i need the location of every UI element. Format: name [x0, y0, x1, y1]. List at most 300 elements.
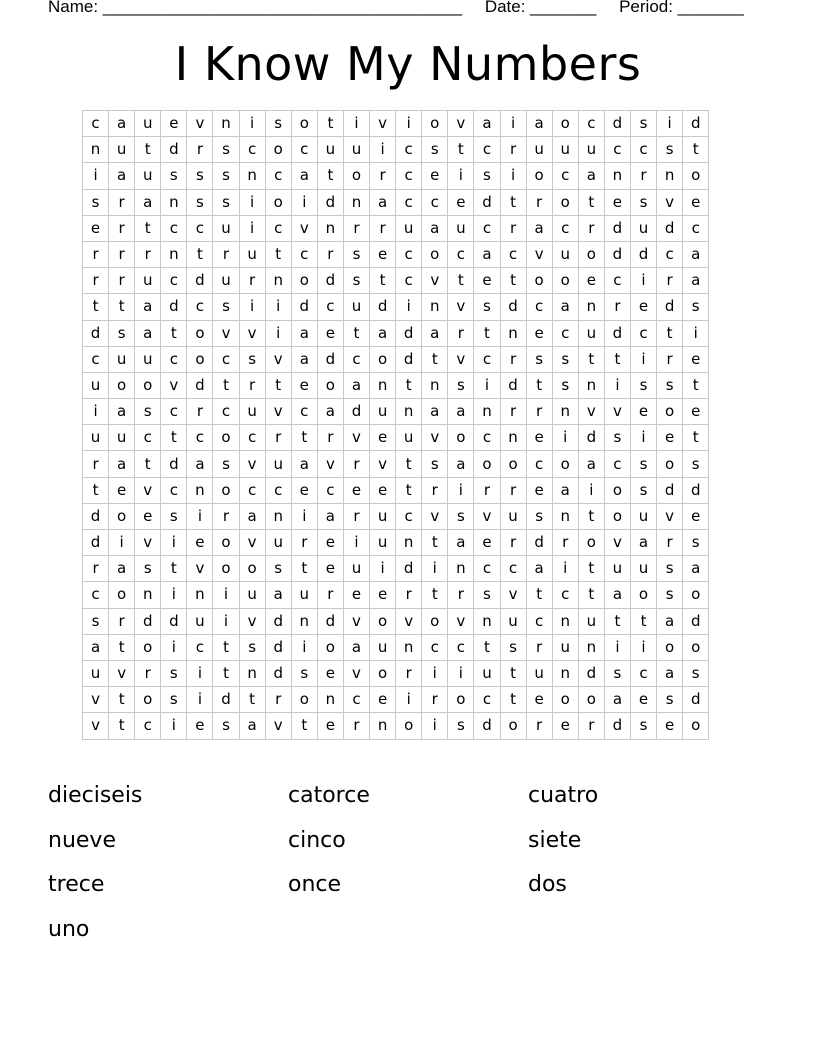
grid-letter-cell: i — [605, 373, 631, 399]
grid-letter-cell: u — [240, 399, 266, 425]
grid-letter-cell: t — [501, 661, 527, 687]
grid-letter-cell: c — [187, 216, 213, 242]
grid-letter-cell: s — [657, 582, 683, 608]
grid-letter-cell: d — [161, 137, 187, 163]
grid-letter-cell: d — [83, 504, 109, 530]
grid-letter-cell: o — [657, 399, 683, 425]
grid-letter-cell: u — [187, 609, 213, 635]
grid-letter-cell: r — [527, 399, 553, 425]
grid-letter-cell: e — [683, 347, 709, 373]
grid-letter-cell: c — [448, 242, 474, 268]
grid-letter-cell: e — [448, 190, 474, 216]
grid-letter-cell: s — [631, 111, 657, 137]
grid-letter-cell: t — [266, 242, 292, 268]
grid-row — [83, 687, 709, 713]
grid-letter-cell: v — [266, 347, 292, 373]
grid-letter-cell: o — [657, 635, 683, 661]
grid-letter-cell: u — [370, 530, 396, 556]
grid-letter-cell: t — [187, 242, 213, 268]
grid-letter-cell: c — [553, 582, 579, 608]
grid-row — [83, 582, 709, 608]
grid-letter-cell: u — [579, 609, 605, 635]
grid-letter-cell: u — [631, 556, 657, 582]
grid-letter-cell: c — [161, 347, 187, 373]
grid-letter-cell: a — [683, 556, 709, 582]
grid-letter-cell: d — [657, 294, 683, 320]
grid-letter-cell: t — [318, 163, 344, 189]
grid-letter-cell: t — [474, 321, 500, 347]
grid-letter-cell: u — [240, 242, 266, 268]
grid-letter-cell: c — [553, 321, 579, 347]
grid-letter-cell: r — [318, 582, 344, 608]
grid-letter-cell: u — [501, 609, 527, 635]
grid-letter-cell: a — [135, 321, 161, 347]
grid-letter-cell: c — [396, 504, 422, 530]
grid-letter-cell: o — [448, 687, 474, 713]
grid-letter-cell: u — [396, 216, 422, 242]
grid-letter-cell: a — [579, 451, 605, 477]
grid-letter-cell: o — [605, 478, 631, 504]
grid-letter-cell: c — [631, 661, 657, 687]
grid-letter-cell: o — [213, 556, 239, 582]
grid-letter-cell: d — [344, 399, 370, 425]
grid-letter-cell: i — [422, 713, 448, 739]
grid-letter-cell: v — [448, 347, 474, 373]
grid-letter-cell: t — [266, 373, 292, 399]
grid-letter-cell: s — [240, 347, 266, 373]
grid-letter-cell: r — [109, 216, 135, 242]
grid-letter-cell: u — [344, 137, 370, 163]
grid-letter-cell: s — [683, 661, 709, 687]
grid-letter-cell: d — [318, 190, 344, 216]
grid-letter-cell: i — [187, 661, 213, 687]
grid-letter-cell: a — [683, 242, 709, 268]
grid-letter-cell: t — [501, 190, 527, 216]
word-bank-item: cuatro — [528, 783, 599, 808]
grid-letter-cell: o — [213, 530, 239, 556]
grid-letter-cell: a — [448, 451, 474, 477]
grid-letter-cell: t — [135, 451, 161, 477]
grid-row — [83, 504, 709, 530]
grid-letter-cell: o — [266, 137, 292, 163]
grid-letter-cell: t — [683, 425, 709, 451]
grid-letter-cell: r — [109, 609, 135, 635]
grid-letter-cell: i — [292, 635, 318, 661]
grid-letter-cell: d — [631, 242, 657, 268]
grid-letter-cell: s — [631, 190, 657, 216]
grid-letter-cell: i — [422, 661, 448, 687]
grid-letter-cell: o — [448, 425, 474, 451]
grid-letter-cell: d — [318, 268, 344, 294]
grid-letter-cell: s — [266, 556, 292, 582]
grid-letter-cell: u — [579, 137, 605, 163]
word-bank-item: dos — [528, 872, 567, 897]
grid-letter-cell: i — [501, 163, 527, 189]
grid-letter-cell: v — [657, 504, 683, 530]
grid-letter-cell: n — [553, 661, 579, 687]
grid-letter-cell: v — [318, 451, 344, 477]
grid-letter-cell: e — [370, 687, 396, 713]
grid-letter-cell: n — [553, 609, 579, 635]
grid-letter-cell: u — [266, 530, 292, 556]
grid-letter-cell: o — [553, 190, 579, 216]
grid-letter-cell: u — [109, 425, 135, 451]
grid-letter-cell: c — [318, 478, 344, 504]
grid-letter-cell: i — [161, 713, 187, 739]
grid-letter-cell: n — [579, 373, 605, 399]
grid-letter-cell: o — [553, 111, 579, 137]
grid-row — [83, 347, 709, 373]
grid-letter-cell: v — [266, 713, 292, 739]
grid-letter-cell: o — [579, 242, 605, 268]
grid-letter-cell: i — [448, 478, 474, 504]
grid-letter-cell: s — [213, 163, 239, 189]
grid-letter-cell: c — [396, 268, 422, 294]
grid-letter-cell: a — [83, 635, 109, 661]
grid-letter-cell: s — [605, 425, 631, 451]
word-bank-item: once — [288, 872, 342, 897]
grid-letter-cell: u — [83, 425, 109, 451]
grid-letter-cell: d — [657, 216, 683, 242]
grid-letter-cell: n — [161, 190, 187, 216]
grid-letter-cell: o — [553, 451, 579, 477]
word-bank-item: catorce — [288, 783, 370, 808]
grid-letter-cell: e — [422, 163, 448, 189]
grid-letter-cell: o — [213, 425, 239, 451]
grid-letter-cell: d — [396, 556, 422, 582]
grid-letter-cell: v — [240, 609, 266, 635]
grid-letter-cell: n — [501, 321, 527, 347]
grid-letter-cell: t — [683, 373, 709, 399]
grid-letter-cell: n — [83, 137, 109, 163]
grid-letter-cell: o — [187, 347, 213, 373]
grid-letter-cell: s — [344, 268, 370, 294]
grid-letter-cell: n — [187, 582, 213, 608]
grid-letter-cell: t — [370, 268, 396, 294]
grid-letter-cell: n — [605, 163, 631, 189]
grid-letter-cell: a — [631, 530, 657, 556]
grid-letter-cell: v — [83, 687, 109, 713]
grid-letter-cell: r — [292, 530, 318, 556]
grid-letter-cell: s — [422, 451, 448, 477]
grid-letter-cell: n — [318, 216, 344, 242]
grid-letter-cell: r — [109, 268, 135, 294]
page-title: I Know My Numbers — [174, 37, 642, 91]
grid-letter-cell: a — [579, 163, 605, 189]
grid-letter-cell: t — [135, 137, 161, 163]
grid-letter-cell: o — [683, 582, 709, 608]
grid-letter-cell: t — [579, 190, 605, 216]
grid-letter-cell: v — [527, 242, 553, 268]
grid-letter-cell: c — [187, 425, 213, 451]
grid-row — [83, 425, 709, 451]
grid-letter-cell: s — [213, 137, 239, 163]
grid-letter-cell: n — [266, 268, 292, 294]
grid-letter-cell: s — [501, 635, 527, 661]
grid-row — [83, 530, 709, 556]
grid-letter-cell: u — [631, 216, 657, 242]
grid-letter-cell: r — [605, 294, 631, 320]
grid-letter-cell: i — [631, 635, 657, 661]
grid-letter-cell: c — [83, 347, 109, 373]
grid-letter-cell: e — [109, 478, 135, 504]
period-field-label: Period: _______ — [619, 0, 744, 16]
grid-letter-cell: t — [579, 504, 605, 530]
grid-letter-cell: r — [318, 425, 344, 451]
grid-letter-cell: c — [83, 582, 109, 608]
grid-letter-cell: c — [631, 137, 657, 163]
grid-letter-cell: t — [292, 556, 318, 582]
grid-letter-cell: u — [553, 137, 579, 163]
grid-letter-cell: i — [266, 294, 292, 320]
grid-letter-cell: r — [109, 190, 135, 216]
grid-letter-cell: s — [344, 242, 370, 268]
grid-letter-cell: a — [292, 451, 318, 477]
grid-letter-cell: r — [527, 713, 553, 739]
grid-letter-cell: o — [501, 713, 527, 739]
grid-letter-cell: d — [579, 425, 605, 451]
grid-letter-cell: r — [109, 242, 135, 268]
grid-letter-cell: o — [527, 163, 553, 189]
grid-letter-cell: v — [448, 111, 474, 137]
grid-letter-cell: e — [370, 582, 396, 608]
grid-letter-cell: d — [605, 216, 631, 242]
grid-letter-cell: a — [344, 373, 370, 399]
grid-letter-cell: t — [579, 556, 605, 582]
grid-letter-cell: r — [83, 556, 109, 582]
grid-letter-cell: v — [579, 399, 605, 425]
grid-letter-cell: a — [527, 556, 553, 582]
grid-letter-cell: r — [579, 713, 605, 739]
grid-letter-cell: e — [474, 268, 500, 294]
word-bank — [48, 780, 768, 958]
grid-letter-cell: o — [370, 609, 396, 635]
grid-letter-cell: e — [527, 478, 553, 504]
grid-letter-cell: c — [422, 635, 448, 661]
grid-row — [83, 451, 709, 477]
grid-letter-cell: i — [631, 425, 657, 451]
grid-letter-cell: s — [657, 687, 683, 713]
grid-letter-cell: s — [657, 137, 683, 163]
grid-letter-cell: i — [370, 137, 396, 163]
grid-letter-cell: e — [318, 661, 344, 687]
grid-row — [83, 294, 709, 320]
grid-letter-cell: r — [318, 242, 344, 268]
grid-letter-cell: i — [83, 399, 109, 425]
grid-letter-cell: r — [187, 137, 213, 163]
grid-row — [83, 111, 709, 137]
grid-letter-cell: c — [83, 111, 109, 137]
grid-letter-cell: i — [83, 163, 109, 189]
grid-letter-cell: v — [370, 451, 396, 477]
grid-letter-cell: n — [422, 373, 448, 399]
grid-letter-cell: u — [240, 582, 266, 608]
grid-letter-cell: s — [605, 661, 631, 687]
grid-letter-cell: r — [344, 504, 370, 530]
grid-letter-cell: i — [240, 216, 266, 242]
grid-letter-cell: t — [501, 268, 527, 294]
grid-letter-cell: t — [683, 137, 709, 163]
grid-letter-cell: e — [527, 425, 553, 451]
grid-letter-cell: t — [396, 478, 422, 504]
grid-letter-cell: t — [396, 451, 422, 477]
grid-letter-cell: t — [213, 661, 239, 687]
grid-letter-cell: r — [344, 216, 370, 242]
grid-letter-cell: s — [683, 451, 709, 477]
grid-letter-cell: r — [501, 216, 527, 242]
grid-letter-cell: e — [370, 425, 396, 451]
grid-letter-cell: e — [683, 190, 709, 216]
grid-letter-cell: t — [657, 321, 683, 347]
grid-letter-cell: i — [448, 163, 474, 189]
grid-letter-cell: s — [657, 373, 683, 399]
grid-letter-cell: s — [683, 530, 709, 556]
grid-row — [83, 609, 709, 635]
grid-letter-cell: c — [631, 321, 657, 347]
grid-letter-cell: c — [161, 268, 187, 294]
grid-letter-cell: n — [187, 478, 213, 504]
word-bank-item: dieciseis — [48, 783, 143, 808]
grid-letter-cell: o — [553, 687, 579, 713]
grid-letter-cell: o — [657, 451, 683, 477]
grid-letter-cell: v — [135, 530, 161, 556]
grid-letter-cell: u — [370, 504, 396, 530]
grid-letter-cell: u — [135, 163, 161, 189]
grid-letter-cell: a — [318, 399, 344, 425]
grid-letter-cell: d — [501, 373, 527, 399]
grid-letter-cell: o — [266, 190, 292, 216]
grid-letter-cell: a — [553, 294, 579, 320]
grid-letter-cell: c — [161, 478, 187, 504]
grid-letter-cell: o — [318, 373, 344, 399]
grid-letter-cell: u — [370, 399, 396, 425]
grid-letter-cell: d — [161, 609, 187, 635]
grid-letter-cell: u — [396, 425, 422, 451]
grid-letter-cell: s — [422, 137, 448, 163]
header-fields — [48, 0, 762, 17]
grid-letter-cell: o — [683, 635, 709, 661]
grid-letter-cell: s — [187, 163, 213, 189]
grid-letter-cell: c — [474, 687, 500, 713]
grid-letter-cell: u — [83, 373, 109, 399]
grid-letter-cell: o — [631, 582, 657, 608]
grid-letter-cell: u — [501, 504, 527, 530]
grid-letter-cell: t — [448, 268, 474, 294]
grid-letter-cell: n — [448, 556, 474, 582]
grid-letter-cell: s — [161, 163, 187, 189]
grid-letter-cell: i — [605, 635, 631, 661]
grid-letter-cell: v — [161, 373, 187, 399]
grid-letter-cell: u — [553, 635, 579, 661]
grid-letter-cell: n — [266, 504, 292, 530]
grid-letter-cell: v — [657, 190, 683, 216]
grid-letter-cell: a — [474, 242, 500, 268]
grid-letter-cell: t — [83, 478, 109, 504]
grid-letter-cell: e — [344, 478, 370, 504]
grid-letter-cell: i — [448, 661, 474, 687]
grid-letter-cell: r — [657, 268, 683, 294]
grid-letter-cell: r — [501, 478, 527, 504]
grid-letter-cell: c — [422, 190, 448, 216]
grid-letter-cell: e — [161, 111, 187, 137]
grid-letter-cell: t — [344, 321, 370, 347]
grid-letter-cell: a — [109, 163, 135, 189]
grid-letter-cell: d — [318, 347, 344, 373]
grid-letter-cell: i — [631, 347, 657, 373]
grid-letter-cell: r — [83, 268, 109, 294]
grid-letter-cell: s — [83, 609, 109, 635]
grid-letter-cell: o — [422, 609, 448, 635]
grid-letter-cell: r — [631, 163, 657, 189]
grid-letter-cell: i — [240, 111, 266, 137]
grid-letter-cell: e — [553, 713, 579, 739]
grid-letter-cell: s — [213, 451, 239, 477]
grid-letter-cell: i — [266, 321, 292, 347]
grid-letter-cell: t — [213, 635, 239, 661]
grid-letter-cell: r — [422, 478, 448, 504]
grid-row — [83, 268, 709, 294]
grid-letter-cell: c — [527, 294, 553, 320]
grid-letter-cell: v — [605, 399, 631, 425]
grid-letter-cell: v — [344, 661, 370, 687]
grid-letter-cell: v — [292, 216, 318, 242]
grid-letter-cell: s — [83, 190, 109, 216]
grid-letter-cell: c — [501, 242, 527, 268]
grid-letter-cell: v — [501, 582, 527, 608]
grid-row — [83, 478, 709, 504]
grid-letter-cell: v — [213, 321, 239, 347]
grid-letter-cell: r — [448, 582, 474, 608]
grid-letter-cell: s — [240, 635, 266, 661]
grid-letter-cell: c — [240, 137, 266, 163]
grid-letter-cell: c — [553, 163, 579, 189]
grid-letter-cell: c — [501, 556, 527, 582]
grid-letter-cell: e — [370, 478, 396, 504]
grid-letter-cell: d — [657, 478, 683, 504]
grid-row — [83, 321, 709, 347]
grid-letter-cell: c — [161, 399, 187, 425]
grid-letter-cell: e — [683, 399, 709, 425]
grid-letter-cell: o — [396, 713, 422, 739]
grid-letter-cell: o — [109, 373, 135, 399]
grid-letter-cell: d — [683, 111, 709, 137]
grid-letter-cell: n — [396, 635, 422, 661]
grid-letter-cell: i — [292, 504, 318, 530]
grid-letter-cell: r — [501, 347, 527, 373]
grid-letter-cell: n — [501, 425, 527, 451]
grid-row — [83, 216, 709, 242]
grid-letter-cell: d — [213, 687, 239, 713]
grid-letter-cell: v — [396, 609, 422, 635]
grid-letter-cell: s — [266, 111, 292, 137]
grid-letter-cell: n — [370, 713, 396, 739]
grid-letter-cell: e — [579, 268, 605, 294]
word-search-grid — [82, 110, 709, 740]
grid-letter-cell: n — [553, 504, 579, 530]
grid-letter-cell: c — [266, 216, 292, 242]
grid-letter-cell: c — [474, 216, 500, 242]
grid-letter-cell: c — [579, 111, 605, 137]
grid-letter-cell: s — [448, 713, 474, 739]
grid-letter-cell: o — [527, 268, 553, 294]
grid-letter-cell: d — [187, 268, 213, 294]
grid-letter-cell: t — [396, 373, 422, 399]
grid-letter-cell: v — [135, 478, 161, 504]
grid-letter-cell: i — [344, 530, 370, 556]
grid-letter-cell: i — [240, 190, 266, 216]
grid-letter-cell: c — [213, 347, 239, 373]
grid-letter-cell: c — [474, 425, 500, 451]
